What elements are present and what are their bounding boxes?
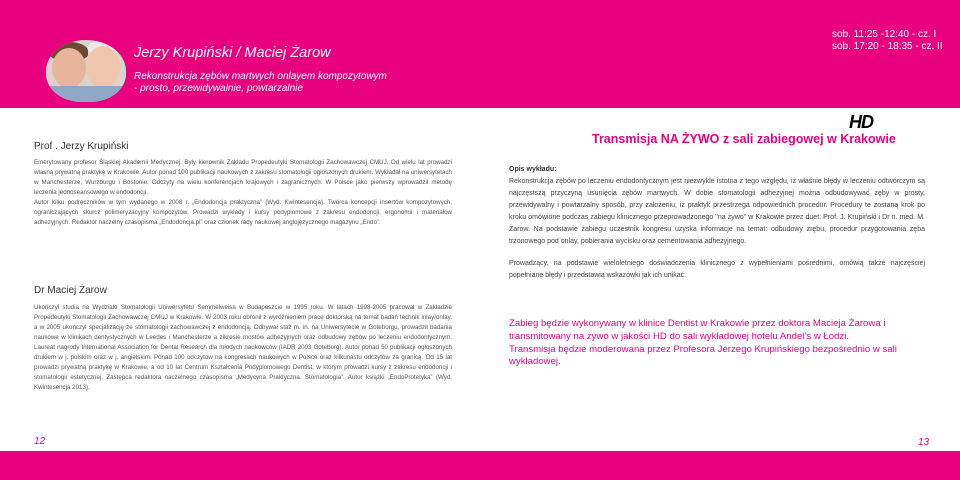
session-times (832, 29, 943, 53)
krupinski-bio (34, 158, 452, 228)
session-time-2: sob. 17:20 - 18:35 - cz. II (832, 41, 943, 52)
header-banner (0, 0, 960, 108)
page-number-left: 12 (34, 436, 46, 447)
krupinski-bio-p1: Emerytowany profesor Śląskiej Akademii Medycznej. Były kierownik Zakładu Propedeutyki Stomatologii Zachowawczej CMUJ. Od wielu lat prowadzi własną prywatną praktykę w Krakowie. Autor ponad 100 publikacji naukowych z zakresu stomatologii ogłoszonych drukiem. Wykładał na uniwersytetach w Manchesterze, Wurzburgu i Bostonie. Odczyty na wielu konferencjach krajowych i zagranicznych. W Polsce jako pierwszy wprowadził metodę leczenia jednoseansowego w endodoncji. (34, 159, 452, 196)
face-shape (86, 46, 120, 88)
transmission-info (509, 318, 925, 369)
krupinski-bio-p2: Autor kilku podręczników w tym wydanego w 2008 r. „Endodoncja praktyczna” (Wyd. Kwintesencja). Twórca koncepcji insertów kompozytowych, ograniczających skurcz polimeryzacyjny kompozytów. Prowadzi wykłady i kursy podyplomowe z zakresu endodoncji, ergonomii i materiałów adhezyjnych. Redaktor naczelny czasopisma „Endodoncja.pl” oraz członek rady naukowej anglojęzycznego magazynu „Endo”. (34, 199, 452, 226)
header-subtitle (134, 71, 454, 95)
transmission-info-2: Transmisja będzie moderowana przez Profesora Jerzego Krupińskiego bezpośrednio w sali wykładowej. (509, 343, 897, 368)
speakers-photo (46, 40, 126, 102)
live-transmission-heading: Transmisja NA ŻYWO z sali zabiegowej w Krakowie (592, 132, 896, 146)
description-label: Opis wykładu: (509, 166, 557, 173)
transmission-info-1: Zabieg będzie wykonywany w klinice Dentist w Krakowie przez doktora Macieja Żarowa i transmitowany na żywo w jakości HD do sali wykładowej hotelu Andel’s w Łodzi. (509, 318, 886, 342)
zarow-bio (34, 303, 452, 393)
hd-logo: HD (849, 112, 873, 132)
description-text: Rekonstrukcja zębów po leczeniu endodontycznym jest niezwykle istotna z tego względu, iż właśnie błędy w leczeniu odtwórczym są najczęstszą przyczyną usunięcia zębów martwych. W dobie stomatologii adhezyjnej można odbudowywać zęby w prosty, przewidywalny i powtarzalny sposób, przy założeniu, iż praktyk przestrzega odpowiednich procedur. Procedury te zostaną krok po kroku omówione podczas zabiegu klinicznego przeprowadzonego "na żywo" w Krakowie przez duet: Prof. J. Krupiński i Dr n. med. M. Żarow. Na podstawie zabiegu uczestnik kongresu uzyska informacje na temat: odbudowy zrębu, procedur przygotowania zęba trzonowego pod onlay, pobierania wycisku oraz cementowania adhezyjnego. (509, 178, 925, 245)
description-text-2: Prowadzący, na podstawie wieloletniego doświadczenia klinicznego z wypełnieniami pośrednimi, omówią także najczęściej popełniane błędy i przedstawią wskazówki jak ich unikać. (509, 260, 925, 279)
face-shape (52, 48, 86, 88)
header-subtitle-line2: - prosto, przewidywalnie, powtarzalnie (134, 83, 303, 94)
zarow-bio-text: Ukończył studia na Wydziale Stomatologii Uniwersytetu Semmelweisa w Budapeszcie w 1995 roku. W latach 1998-2005 pracował w Zakładzie Propedeutyki Stomatologii Zachowawczej CMUJ w Krakowie. W 2003 roku obronił z wyróżnieniem pracę doktorską na temat badań technik inlay/onlay, a w 2005 ukończył specjalizację ze stomatologii zachowawczej z endodoncją. Odbywał staż m. in. na Uniwersytecie w Goteborgu, prowadził badania naukowe w klinikach dentystycznych w Leedes i Manchesterze a zikresie mostów adhezyjnych oraz odbudowy zębów po leczeniu endodontycznym. Laureat nagrody International Association for Dental Research dla młodych naukowców (IADR 2003 Goteborg). Autor ponad 50 publikacji ogłoszonych drukiem w j. polskim oraz w j. angielskim. Ponad 100 odczytów na kongresach naukowych w Polsce oraz kilkunastu odczytów za granicą. Od 15 lat prowadzi prywatną praktykę w Krakowie, a od 10 lat Centrum Kształcenia Podyplomowego Dentist, w którym prowadzi kursy z zakresu endodoncji i stomatologii estetycznej. Zastępca redaktora naczelnego czasopisma „Medycyna Praktyczna. Stomatologia”. Autor książki „EndoProtetyka” (Wyd. Kwintesencja 2013). (34, 304, 452, 391)
bottom-bar (0, 452, 960, 480)
header-subtitle-line1: Rekonstrukcja zębów martwych onlayem kompozytowym (134, 71, 387, 82)
header-title: Jerzy Krupiński / Maciej Żarow (134, 45, 331, 61)
lecture-description (509, 165, 925, 282)
shirt-shape (46, 86, 126, 102)
zarow-name: Dr Maciej Żarow (34, 285, 107, 296)
krupinski-name: Prof . Jerzy Krupiński (34, 141, 129, 152)
page-number-right: 13 (918, 437, 930, 448)
session-time-1: sob. 11:25 -12:40 - cz. I (832, 29, 937, 40)
